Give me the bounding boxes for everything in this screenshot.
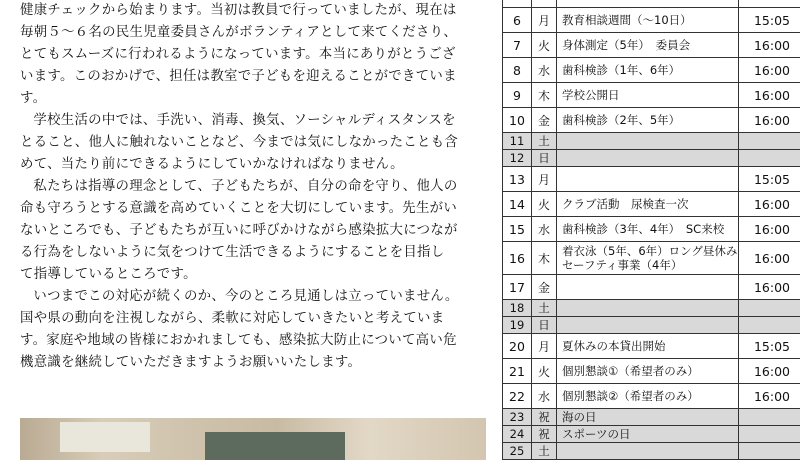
schedule-day: 12	[503, 150, 532, 167]
schedule-day: 20	[503, 334, 532, 359]
schedule-dismissal-time: 15:05	[739, 8, 800, 33]
article-line: いつまでこの対応が続くのか、今のところ見通しは立っていません。	[33, 289, 459, 304]
schedule-day: 16	[503, 242, 532, 275]
schedule-row	[503, 8, 800, 33]
schedule-dismissal-time: 15:05	[739, 334, 800, 359]
schedule-event	[557, 108, 739, 133]
article-paragraph	[20, 176, 482, 286]
classroom-photo	[20, 418, 486, 460]
schedule-event	[557, 167, 739, 192]
schedule-day: 18	[503, 300, 532, 317]
schedule-dismissal-time: 16:00	[739, 217, 800, 242]
schedule-event	[557, 443, 739, 460]
schedule-event	[557, 133, 739, 150]
schedule-dismissal-time: 16:00	[739, 58, 800, 83]
article-line: 毎朝５～６名の民生児童委員さんがボランティアとして来てくださり、	[20, 25, 458, 40]
article-line: とてもスムーズに行われるようになっています。本当にありがとうござ	[20, 47, 456, 62]
schedule-row	[503, 58, 800, 83]
schedule-event	[557, 83, 739, 108]
schedule-dismissal-time: 16:00	[739, 384, 800, 409]
schedule-weekday: 金	[532, 275, 557, 300]
schedule-weekday: 木	[532, 242, 557, 275]
schedule-weekday: 水	[532, 58, 557, 83]
schedule-row	[503, 300, 800, 317]
schedule-event-line: 教育相談週間（～10日）	[562, 13, 692, 27]
schedule-event-line: スポーツの日	[562, 427, 631, 441]
schedule-dismissal-time: 16:00	[739, 108, 800, 133]
schedule-event	[557, 384, 739, 409]
schedule-row	[503, 133, 800, 150]
schedule-row	[503, 359, 800, 384]
schedule-day: 11	[503, 133, 532, 150]
schedule-day: 9	[503, 83, 532, 108]
schedule-event-line: 夏休みの本貸出開始	[562, 339, 666, 353]
article-line: 命も守ろうとする意識を高めていくことを大切にしています。先生がい	[20, 201, 458, 216]
schedule-event	[557, 58, 739, 83]
schedule-dismissal-time: 16:00	[739, 242, 800, 275]
schedule-weekday: 土	[532, 443, 557, 460]
schedule-row	[503, 108, 800, 133]
article-line: ないところでも、子どもたちが互いに呼びかけながら感染拡大につなが	[20, 223, 458, 238]
schedule-row	[503, 334, 800, 359]
schedule-event	[557, 409, 739, 426]
article-line: めて、当たり前にできるようにしていかなければなりません。	[20, 157, 404, 172]
schedule-dismissal-time: 16:00	[739, 275, 800, 300]
schedule-weekday: 火	[532, 359, 557, 384]
schedule-event	[557, 0, 739, 8]
schedule-weekday: 祝	[532, 409, 557, 426]
schedule-weekday: 祝	[532, 426, 557, 443]
schedule-event-line: 着衣泳（5年、6年）ロング昼休み	[562, 244, 738, 258]
schedule-dismissal-time	[739, 300, 800, 317]
schedule-row	[503, 150, 800, 167]
schedule-weekday: 火	[532, 33, 557, 58]
schedule-event-line: 個別懇談②（希望者のみ）	[562, 389, 699, 403]
schedule-weekday	[532, 0, 557, 8]
schedule-event	[557, 359, 739, 384]
schedule-weekday: 木	[532, 83, 557, 108]
schedule-weekday: 日	[532, 317, 557, 334]
schedule-dismissal-time	[739, 443, 800, 460]
schedule-day: 14	[503, 192, 532, 217]
schedule-event-line: 歯科検診（2年、5年）	[562, 113, 681, 127]
schedule-dismissal-time	[739, 317, 800, 334]
schedule-weekday: 土	[532, 133, 557, 150]
schedule-weekday: 金	[532, 108, 557, 133]
article-line: 健康チェックから始まります。当初は教員で行っていましたが、現在は	[20, 3, 457, 18]
schedule-day: 17	[503, 275, 532, 300]
schedule-event	[557, 33, 739, 58]
schedule-row	[503, 242, 800, 275]
schedule-day: 23	[503, 409, 532, 426]
schedule-event	[557, 217, 739, 242]
schedule-weekday: 日	[532, 150, 557, 167]
schedule-weekday: 土	[532, 300, 557, 317]
schedule-row	[503, 317, 800, 334]
schedule-dismissal-time	[739, 150, 800, 167]
article-paragraph	[20, 0, 482, 110]
schedule-event	[557, 275, 739, 300]
schedule-table	[502, 0, 800, 460]
article-line: 学校生活の中では、手洗い、消毒、換気、ソーシャルディスタンスを	[33, 113, 456, 128]
schedule-dismissal-time: 16:00	[739, 83, 800, 108]
schedule-dismissal-time	[739, 426, 800, 443]
schedule-event	[557, 150, 739, 167]
photo-window	[60, 422, 150, 452]
schedule-row	[503, 192, 800, 217]
schedule-event-line: 個別懇談①（希望者のみ）	[562, 364, 699, 378]
article-paragraph	[20, 286, 482, 374]
article-line: 国や県の動向を注視しながら、柔軟に対応していきたいと考えていま	[20, 311, 445, 326]
schedule-dismissal-time: 15:05	[739, 167, 800, 192]
schedule-row	[503, 0, 800, 8]
schedule-day: 8	[503, 58, 532, 83]
article-line: す。家庭や地域の皆様におかれましても、感染拡大防止について高い危	[20, 333, 457, 348]
schedule-day: 24	[503, 426, 532, 443]
schedule-row	[503, 384, 800, 409]
schedule-dismissal-time	[739, 133, 800, 150]
schedule-event-line: セーフティ事業（4年）	[562, 258, 683, 272]
schedule-day: 6	[503, 8, 532, 33]
schedule-event	[557, 317, 739, 334]
schedule-day	[503, 0, 532, 8]
schedule-day: 7	[503, 33, 532, 58]
schedule-row	[503, 409, 800, 426]
article-line: す。	[20, 91, 47, 106]
schedule-event	[557, 426, 739, 443]
schedule-weekday: 月	[532, 8, 557, 33]
schedule-day: 22	[503, 384, 532, 409]
schedule-row	[503, 33, 800, 58]
article-line: る行為をしないように気をつけて生活できるようにすることを目指し	[20, 245, 445, 260]
article-text	[20, 0, 482, 374]
article-line: 私たちは指導の理念として、子どもたちが、自分の命を守り、他人の	[33, 179, 458, 194]
schedule-row	[503, 217, 800, 242]
schedule-day: 19	[503, 317, 532, 334]
schedule-dismissal-time: 16:00	[739, 359, 800, 384]
schedule-event-line: 歯科検診（3年、4年） SC来校	[562, 222, 725, 236]
schedule-row	[503, 275, 800, 300]
article-paragraph	[20, 110, 482, 176]
photo-blackboard	[205, 432, 345, 460]
article-line: 機意識を継続していただきますようお願いいたします。	[20, 355, 362, 370]
schedule-day: 13	[503, 167, 532, 192]
schedule-day: 15	[503, 217, 532, 242]
schedule-event	[557, 242, 739, 275]
schedule-dismissal-time: 16:00	[739, 33, 800, 58]
schedule-day: 21	[503, 359, 532, 384]
schedule-row	[503, 83, 800, 108]
schedule-dismissal-time: 16:00	[739, 192, 800, 217]
schedule-weekday: 月	[532, 334, 557, 359]
schedule-event-line: 身体測定（5年） 委員会	[562, 38, 691, 52]
schedule-event	[557, 334, 739, 359]
schedule-row	[503, 443, 800, 460]
schedule-event	[557, 8, 739, 33]
schedule-row	[503, 426, 800, 443]
schedule-weekday: 水	[532, 384, 557, 409]
article-line: て指導しているところです。	[20, 267, 197, 282]
schedule-weekday: 火	[532, 192, 557, 217]
schedule-dismissal-time	[739, 0, 800, 8]
schedule-day: 25	[503, 443, 532, 460]
article-line: います。このおかげで、担任は教室で子どもを迎えることができていま	[20, 69, 457, 84]
schedule-event	[557, 300, 739, 317]
schedule-row	[503, 167, 800, 192]
schedule-body	[503, 0, 800, 460]
schedule-weekday: 水	[532, 217, 557, 242]
schedule-event-line: クラブ活動 尿検査一次	[562, 197, 689, 211]
schedule-event-line: 海の日	[562, 410, 597, 424]
schedule-dismissal-time	[739, 409, 800, 426]
schedule-event-line: 歯科検診（1年、6年）	[562, 63, 681, 77]
schedule-event	[557, 192, 739, 217]
article-line: とること、他人に触れないことなど、今までは気にしなかったことも含	[20, 135, 459, 150]
schedule-weekday: 月	[532, 167, 557, 192]
schedule-day: 10	[503, 108, 532, 133]
schedule-event-line: 学校公開日	[562, 88, 620, 102]
